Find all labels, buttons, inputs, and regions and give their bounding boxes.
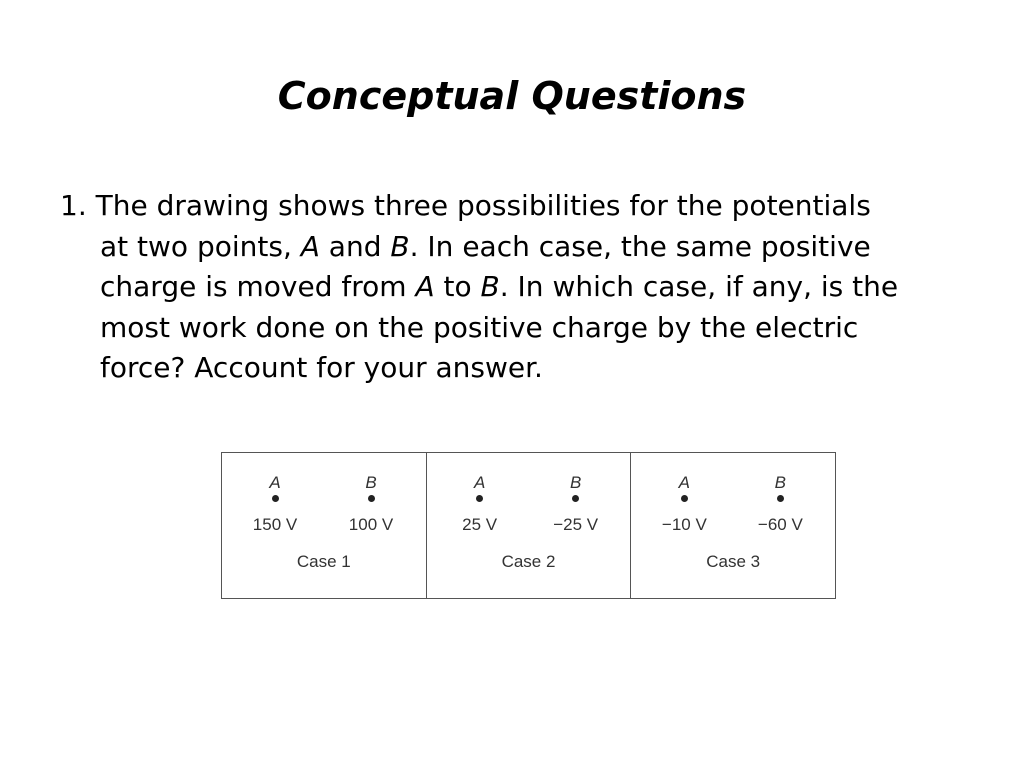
question-text-segment: The drawing shows three possibilities for the potentials [86,189,871,222]
question-text-segment: . In each case, the same positive [409,229,871,263]
question-text-segment: . In which case, if any, is the [499,270,899,303]
point-a-label: A [678,473,691,492]
point-b-label: B [774,473,787,492]
question-text-segment: and [319,229,391,263]
point-b-label: B [365,473,377,492]
point-a [235,473,315,535]
case-label: Case 2 [501,552,556,571]
point-a-reference: A [300,229,320,263]
question-line-1 [60,186,1020,227]
case-panel-2 [427,453,632,598]
point-b-dot [572,495,579,502]
point-b-potential: −25 V [553,515,599,534]
question-text-segment: force? Account for your answer. [100,351,543,384]
point-a-label: A [269,473,281,492]
question-line-2 [60,227,1020,268]
case-panel-3 [631,453,835,598]
question-text [60,186,1020,389]
case-label: Case 3 [706,552,761,571]
slide-title: Conceptual Questions [277,74,747,118]
question-line-3 [60,267,1020,308]
point-a [644,473,724,535]
point-a-potential: 150 V [252,515,298,534]
question-number: 1. [60,189,87,222]
point-b [331,473,411,535]
point-a-dot [681,495,688,502]
question-text-segment: charge is moved from [100,270,416,303]
question-line-5 [60,348,1020,389]
point-a-label: A [474,473,486,492]
point-a-potential: 25 V [462,515,498,534]
case-panel-1 [222,453,427,598]
point-b-dot [777,495,784,502]
point-b [536,473,616,535]
point-b-label: B [570,473,582,492]
point-a-dot [272,495,279,502]
point-a [440,473,520,535]
point-b [740,473,820,535]
potentials-figure [221,452,836,599]
question-text-segment: to [434,270,481,303]
point-b-reference: B [480,270,500,303]
question-text-segment: most work done on the positive charge by the electric [100,310,859,344]
point-a-dot [476,495,483,502]
question-line-4 [60,308,1020,349]
point-b-reference: B [390,229,410,263]
case-label: Case 1 [296,552,351,571]
point-a-potential: −10 V [661,515,707,534]
point-b-potential: −60 V [757,515,803,534]
point-b-dot [368,495,375,502]
point-b-potential: 100 V [348,515,394,534]
question-text-segment: at two points, [100,229,301,263]
point-a-reference: A [415,270,435,303]
